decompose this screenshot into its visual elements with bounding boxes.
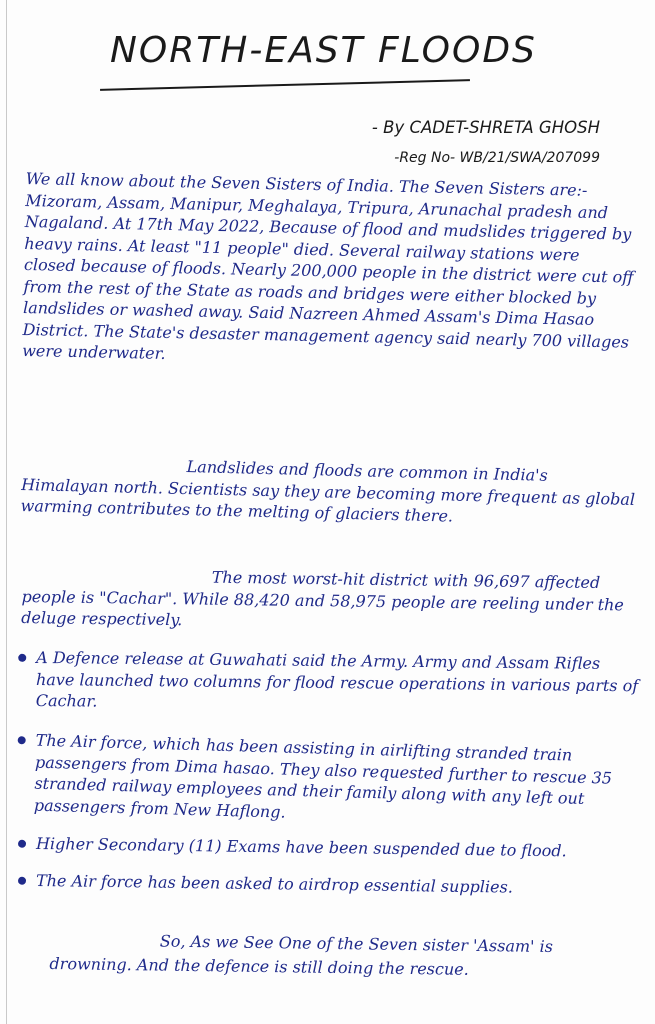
paragraph-worst-hit: The most worst-hit district with 96,697 affected people is "Cachar". While 88,420 and 58,975 people are reeling under the deluge respectively. — [21, 567, 624, 630]
paragraph-landslides: Landslides and floods are common in India's Himalayan north. Scientists say they are becoming more frequent as global warming contributes to the melting of glaciers there. — [20, 457, 636, 526]
bullet-text: Higher Secondary (11) Exams have been suspended due to flood. — [35, 833, 567, 860]
author-byline: - By CADET-SHRETA GHOSH — [371, 118, 600, 137]
bullet-text: The Air force has been asked to airdrop essential supplies. — [35, 870, 513, 897]
bullet-dot-icon — [18, 877, 26, 885]
list-item — [14, 870, 639, 900]
title-underline — [100, 79, 470, 91]
list-item — [12, 729, 639, 832]
closing-paragraph: So, As we See One of the Seven sister 'Assam' is drowning. And the defence is still doing the rescue. — [49, 931, 554, 979]
bullet-dot-icon — [18, 839, 26, 847]
list-item — [14, 647, 640, 718]
bullet-dot-icon — [18, 736, 26, 744]
bullet-text: The Air force, which has been assisting in airlifting stranded train passengers from Dima hasao. They also requested further to rescue 35 stranded railway employees and their family along with any left out passengers from New Haflong. — [33, 730, 613, 821]
paragraph-intro: We all know about the Seven Sisters of India. The Seven Sisters are:- Mizoram, Assam, Manipur, Meghalaya, Tripura, Arunachal pradesh and Nagaland. At 17th May 2022, Because of flood and mudslides triggered by heavy rains. At least "11 people" died. Several railway stations were closed because of floods. Nearly 200,000 people in the district were cut off from the rest of the State as roads and bridges were either blocked by landslides or washed away. Said Nazreen Ahmed Assam's Dima Hasao District. The State's desaster management agency said nearly 700 villages were underwater. — [21, 168, 634, 363]
bullet-dot-icon — [18, 654, 26, 662]
title-block — [100, 24, 537, 94]
page-title: NORTH-EAST FLOODS — [110, 30, 537, 71]
page-margin-line — [6, 0, 7, 1024]
list-item — [14, 832, 639, 862]
registration-number: -Reg No- WB/21/SWA/207099 — [394, 150, 600, 166]
bullet-text: A Defence release at Guwahati said the Army. Army and Assam Rifles have launched two columns for flood rescue operations in various parts of Cachar. — [35, 647, 639, 711]
bullet-list — [14, 647, 639, 902]
